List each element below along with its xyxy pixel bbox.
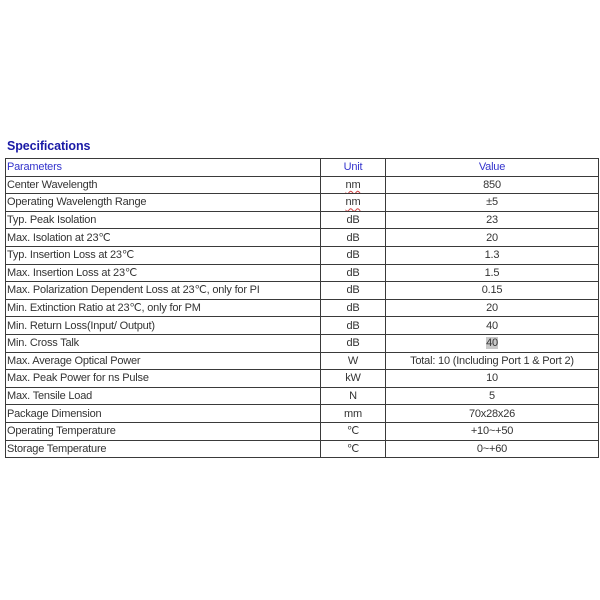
value-cell [386,334,599,352]
unit-text: nm [345,178,361,191]
parameter-cell: Max. Tensile Load [6,387,321,405]
parameter-cell: Max. Average Optical Power [6,352,321,370]
parameter-cell: Operating Temperature [6,422,321,440]
table-row [6,422,599,440]
table-row [6,211,599,229]
value-cell: Total: 10 (Including Port 1 & Port 2) [386,352,599,370]
unit-cell: dB [321,334,386,352]
unit-cell: mm [321,405,386,423]
parameter-cell: Typ. Peak Isolation [6,211,321,229]
table-row [6,334,599,352]
table-row [6,229,599,247]
table-row [6,264,599,282]
table-row [6,317,599,335]
highlighted-value: 40 [486,337,498,350]
parameter-cell: Max. Peak Power for ns Pulse [6,370,321,388]
value-cell: 1.5 [386,264,599,282]
unit-cell: dB [321,282,386,300]
parameter-cell: Min. Return Loss(Input/ Output) [6,317,321,335]
parameter-cell: Min. Cross Talk [6,334,321,352]
value-cell: 1.3 [386,246,599,264]
table-row [6,246,599,264]
unit-text: nm [345,196,361,209]
unit-cell: N [321,387,386,405]
parameter-cell: Operating Wavelength Range [6,194,321,212]
value-cell: 20 [386,299,599,317]
parameter-cell: Typ. Insertion Loss at 23℃ [6,246,321,264]
unit-cell: W [321,352,386,370]
table-header-row [6,159,599,177]
unit-cell: ℃ [321,440,386,458]
unit-cell: dB [321,317,386,335]
parameter-cell: Max. Polarization Dependent Loss at 23℃, only for PI [6,282,321,300]
value-cell: 20 [386,229,599,247]
unit-cell [321,194,386,212]
table-row [6,194,599,212]
header-value: Value [386,159,599,177]
table-row [6,352,599,370]
parameter-cell: Center Wavelength [6,176,321,194]
specifications-table [5,158,599,458]
value-cell: 40 [386,317,599,335]
parameter-cell: Max. Insertion Loss at 23℃ [6,264,321,282]
table-row [6,299,599,317]
table-row [6,440,599,458]
value-cell: 70x28x26 [386,405,599,423]
unit-cell: kW [321,370,386,388]
table-row [6,282,599,300]
unit-cell: dB [321,246,386,264]
table-row [6,370,599,388]
value-cell: 850 [386,176,599,194]
value-cell: +10~+50 [386,422,599,440]
parameter-cell: Max. Isolation at 23℃ [6,229,321,247]
value-cell: 0~+60 [386,440,599,458]
value-cell: 10 [386,370,599,388]
header-parameters: Parameters [6,159,321,177]
unit-cell: dB [321,299,386,317]
value-cell: 23 [386,211,599,229]
table-row [6,176,599,194]
parameter-cell: Min. Extinction Ratio at 23℃, only for PM [6,299,321,317]
table-row [6,405,599,423]
value-cell: 0.15 [386,282,599,300]
section-title: Specifications [7,139,91,153]
parameter-cell: Package Dimension [6,405,321,423]
value-cell: 5 [386,387,599,405]
header-unit: Unit [321,159,386,177]
unit-cell: dB [321,229,386,247]
table-row [6,387,599,405]
value-cell: ±5 [386,194,599,212]
unit-cell: ℃ [321,422,386,440]
unit-cell [321,176,386,194]
parameter-cell: Storage Temperature [6,440,321,458]
unit-cell: dB [321,211,386,229]
unit-cell: dB [321,264,386,282]
